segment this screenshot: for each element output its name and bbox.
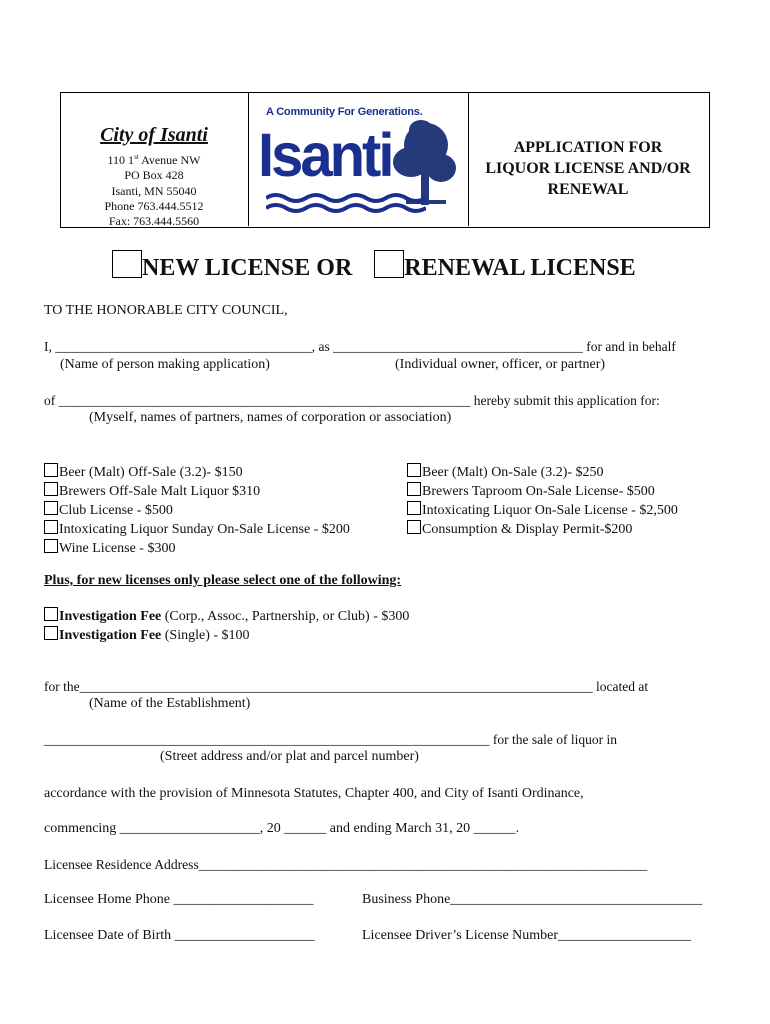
residence-address-field[interactable]: Licensee Residence Address__________________________________________________________________ — [44, 857, 648, 872]
address-block — [60, 150, 248, 229]
plus-heading: Plus, for new licenses only please select one of the following: — [44, 573, 402, 588]
license-option[interactable]: Club License - $500 — [44, 501, 350, 520]
license-option[interactable]: Wine License - $300 — [44, 539, 350, 558]
salutation: TO THE HONORABLE CITY COUNCIL, — [44, 303, 288, 318]
title-line1: APPLICATION FOR — [513, 139, 663, 156]
license-option[interactable]: Intoxicating Liquor Sunday On-Sale License - $200 — [44, 520, 350, 539]
renewal-license-label: RENEWAL LICENSE — [404, 255, 636, 281]
fax: Fax: 763.444.5560 — [108, 214, 200, 229]
licenses-left-column — [44, 463, 350, 558]
license-checkbox[interactable] — [407, 520, 421, 534]
license-type-row — [112, 250, 636, 282]
new-license-label: NEW LICENSE OR — [142, 255, 353, 281]
hint-applicant-name: (Name of person making application) — [60, 357, 270, 372]
license-checkbox[interactable] — [44, 501, 58, 515]
license-checkbox[interactable] — [407, 501, 421, 515]
license-option[interactable]: Brewers Off-Sale Malt Liquor $310 — [44, 482, 350, 501]
fee-option-single[interactable]: Investigation Fee (Single) - $100 — [44, 626, 409, 645]
commencing-line[interactable]: commencing ____________________, 20 ______ and ending March 31, 20 ______. — [44, 821, 520, 836]
address-line2: PO Box 428 — [124, 168, 184, 183]
license-checkbox[interactable] — [44, 463, 58, 477]
logo-word: Isanti — [258, 121, 392, 190]
license-option[interactable]: Consumption & Display Permit-$200 — [407, 520, 678, 539]
fee-option-corp[interactable]: Investigation Fee (Corp., Assoc., Partnership, or Club) - $300 — [44, 607, 409, 626]
hint-officer: (Individual owner, officer, or partner) — [395, 357, 606, 372]
license-checkbox[interactable] — [44, 520, 58, 534]
water-waves-icon — [266, 192, 426, 216]
license-checkbox[interactable] — [407, 463, 421, 477]
logo-tagline: A Community For Generations. — [266, 106, 423, 118]
title-line3: RENEWAL — [547, 181, 629, 198]
license-option[interactable]: Brewers Taproom On-Sale License- $500 — [407, 482, 678, 501]
applicant-line[interactable]: I, ______________________________________, as _____________________________________ for and in behalf — [44, 339, 676, 354]
license-option[interactable]: Intoxicating Liquor On-Sale License - $2,500 — [407, 501, 678, 520]
address-line[interactable]: __________________________________________________________________ for the sale of liquor in — [44, 732, 617, 747]
title-line2: LIQUOR LICENSE AND/OR — [485, 160, 691, 177]
on-behalf-line[interactable]: of _____________________________________________________________ hereby submit this application for: — [44, 393, 660, 408]
form-title — [468, 137, 708, 200]
investigation-fees — [44, 607, 409, 645]
city-name: City of Isanti — [100, 124, 208, 146]
phone: Phone 763.444.5512 — [104, 198, 204, 213]
license-option[interactable]: Beer (Malt) On-Sale (3.2)- $250 — [407, 463, 678, 482]
address-line1: 110 1st Avenue NW — [107, 153, 201, 167]
drivers-license-field[interactable]: Licensee Driver’s License Number___________________ — [362, 928, 692, 943]
address-line3: Isanti, MN 55040 — [111, 183, 197, 198]
license-checkbox[interactable] — [44, 482, 58, 496]
fee-checkbox[interactable] — [44, 607, 58, 621]
fee-checkbox[interactable] — [44, 626, 58, 640]
hint-establishment: (Name of the Establishment) — [89, 696, 251, 711]
hint-address: (Street address and/or plat and parcel number) — [160, 749, 419, 764]
isanti-logo — [256, 100, 461, 220]
home-phone-field[interactable]: Licensee Home Phone ____________________ — [44, 892, 314, 907]
accordance-text: accordance with the provision of Minnesota Statutes, Chapter 400, and City of Isanti Ordinance, — [44, 786, 584, 801]
license-checkbox[interactable] — [407, 482, 421, 496]
date-of-birth-field[interactable]: Licensee Date of Birth ____________________ — [44, 928, 315, 943]
establishment-line[interactable]: for the____________________________________________________________________________ located at — [44, 679, 649, 694]
business-phone-field[interactable]: Business Phone____________________________________ — [362, 892, 703, 907]
renewal-license-checkbox[interactable] — [374, 250, 404, 278]
hint-myself: (Myself, names of partners, names of corporation or association) — [89, 410, 452, 425]
new-license-checkbox[interactable] — [112, 250, 142, 278]
header-divider-left — [248, 92, 249, 226]
license-checkbox[interactable] — [44, 539, 58, 553]
license-option[interactable]: Beer (Malt) Off-Sale (3.2)- $150 — [44, 463, 350, 482]
licenses-right-column — [407, 463, 678, 539]
